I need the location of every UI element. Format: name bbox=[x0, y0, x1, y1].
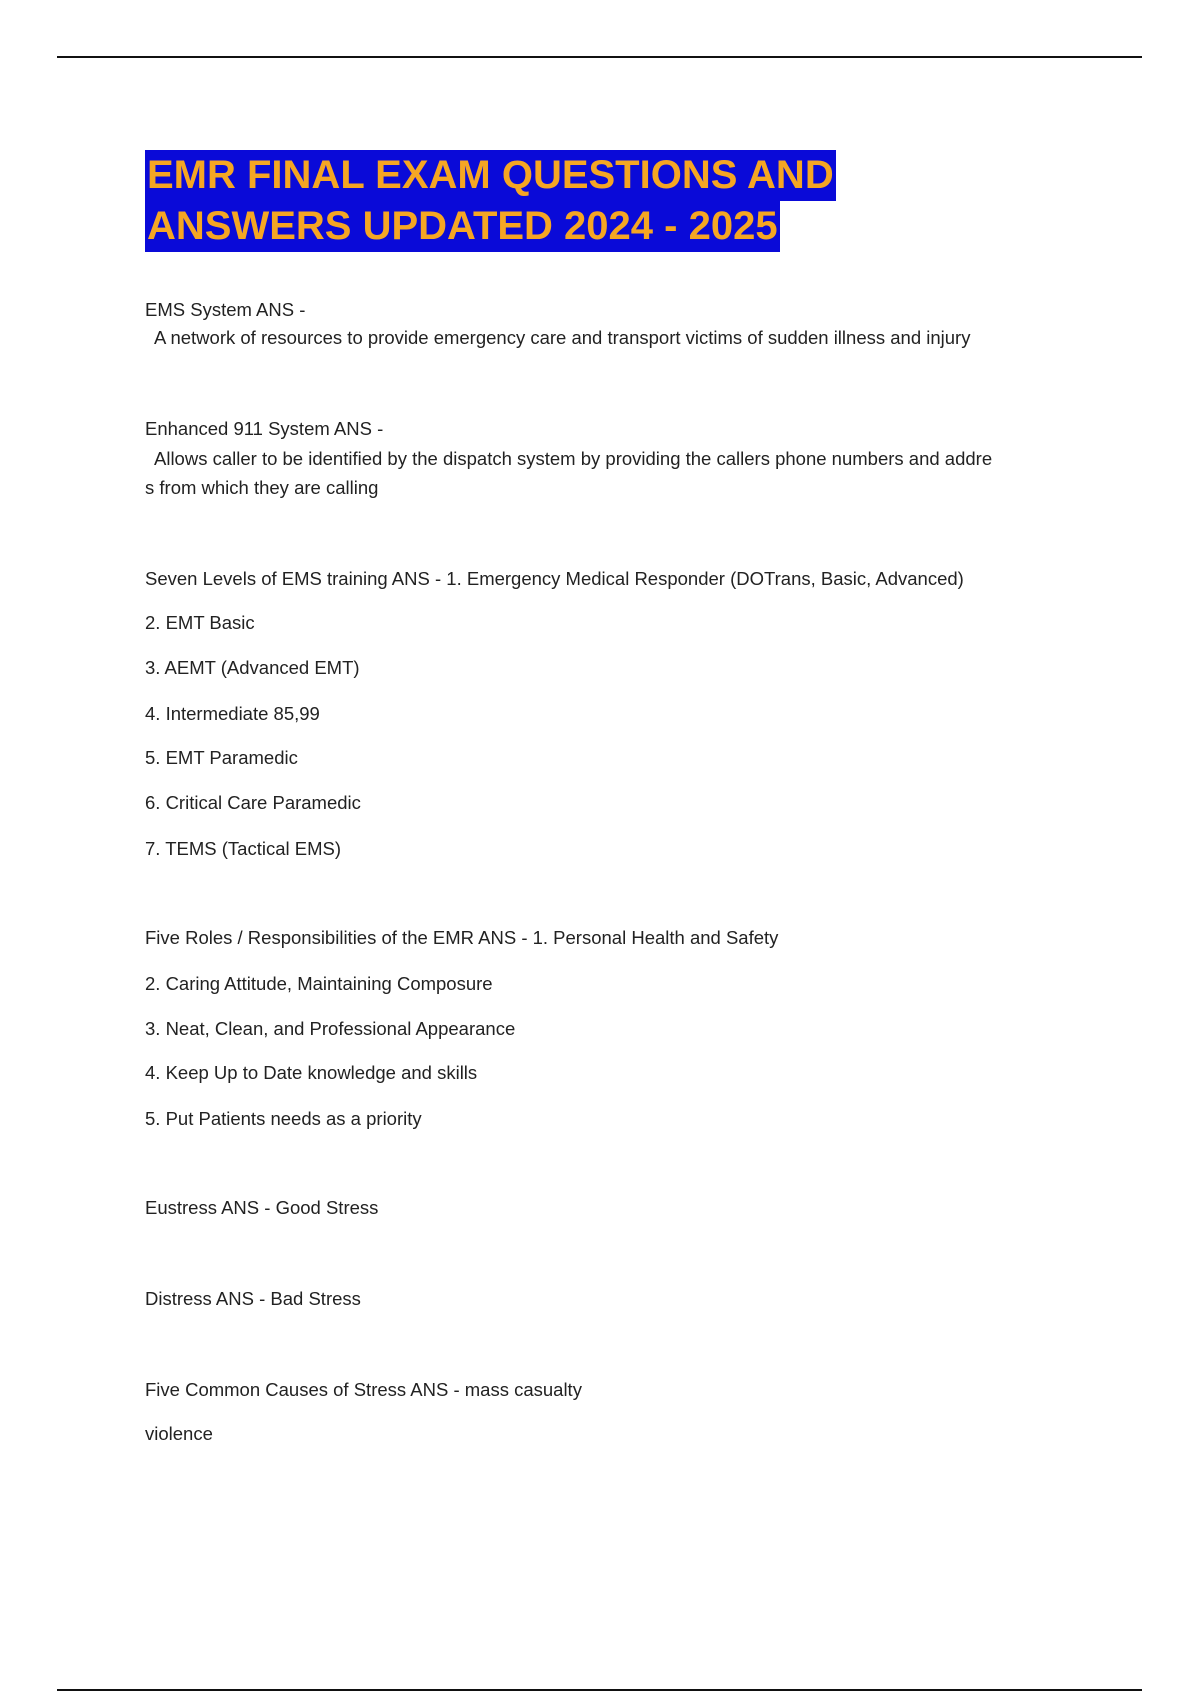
bottom-rule bbox=[57, 1689, 1142, 1691]
question-eustress: Eustress ANS - Good Stress bbox=[145, 1197, 379, 1218]
question-ems-system: EMS System ANS - bbox=[145, 299, 306, 320]
list-item: violence bbox=[145, 1423, 213, 1444]
list-item: 2. Caring Attitude, Maintaining Composure bbox=[145, 973, 493, 994]
list-item: 4. Keep Up to Date knowledge and skills bbox=[145, 1062, 478, 1083]
list-item: 4. Intermediate 85,99 bbox=[145, 703, 320, 724]
answer-enhanced-911-line2: s from which they are calling bbox=[145, 477, 379, 498]
list-item: 5. EMT Paramedic bbox=[145, 747, 298, 768]
answer-ems-system: A network of resources to provide emergency care and transport victims of sudden illness and injury bbox=[154, 327, 971, 348]
list-item: 2. EMT Basic bbox=[145, 612, 255, 633]
title-line-2: ANSWERS UPDATED 2024 - 2025 bbox=[145, 201, 780, 252]
list-item: 3. Neat, Clean, and Professional Appearance bbox=[145, 1018, 516, 1039]
question-seven-levels: Seven Levels of EMS training ANS - 1. Emergency Medical Responder (DOTrans, Basic, Advanced) bbox=[145, 568, 964, 589]
title-line-1: EMR FINAL EXAM QUESTIONS AND bbox=[145, 150, 836, 201]
list-item: 6. Critical Care Paramedic bbox=[145, 792, 361, 813]
list-item: 7. TEMS (Tactical EMS) bbox=[145, 838, 342, 859]
list-item: 5. Put Patients needs as a priority bbox=[145, 1108, 422, 1129]
top-rule bbox=[57, 56, 1142, 58]
question-distress: Distress ANS - Bad Stress bbox=[145, 1288, 361, 1309]
question-enhanced-911: Enhanced 911 System ANS - bbox=[145, 418, 384, 439]
question-causes-of-stress: Five Common Causes of Stress ANS - mass casualty bbox=[145, 1379, 582, 1400]
document-title bbox=[145, 150, 836, 252]
answer-enhanced-911-line1: Allows caller to be identified by the dispatch system by providing the callers phone numbers and addre bbox=[154, 448, 993, 469]
list-item: 3. AEMT (Advanced EMT) bbox=[145, 657, 360, 678]
question-five-roles: Five Roles / Responsibilities of the EMR ANS - 1. Personal Health and Safety bbox=[145, 927, 779, 948]
